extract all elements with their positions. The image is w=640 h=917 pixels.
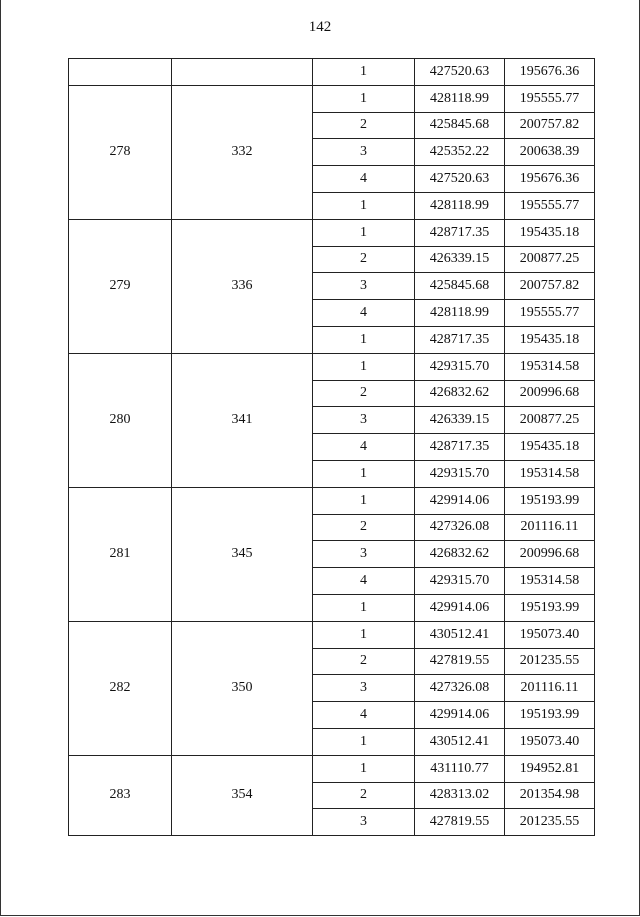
plot-cell: 345 [172, 487, 313, 621]
point-cell: 4 [313, 568, 415, 595]
point-cell: 2 [313, 648, 415, 675]
point-cell: 2 [313, 380, 415, 407]
y-coordinate-cell: 195193.99 [505, 594, 595, 621]
plot-cell: 336 [172, 219, 313, 353]
y-coordinate-cell: 201235.55 [505, 648, 595, 675]
x-coordinate-cell: 426832.62 [415, 380, 505, 407]
x-coordinate-cell: 429315.70 [415, 460, 505, 487]
table-row [69, 219, 595, 246]
point-cell: 1 [313, 460, 415, 487]
y-coordinate-cell: 195555.77 [505, 85, 595, 112]
x-coordinate-cell: 425845.68 [415, 273, 505, 300]
x-coordinate-cell: 426832.62 [415, 541, 505, 568]
section-cell: 278 [69, 85, 172, 219]
y-coordinate-cell: 195073.40 [505, 728, 595, 755]
y-coordinate-cell: 195193.99 [505, 487, 595, 514]
y-coordinate-cell: 201116.11 [505, 514, 595, 541]
point-cell: 1 [313, 326, 415, 353]
y-coordinate-cell: 200996.68 [505, 541, 595, 568]
y-coordinate-cell: 200757.82 [505, 273, 595, 300]
y-coordinate-cell: 201354.98 [505, 782, 595, 809]
point-cell: 3 [313, 541, 415, 568]
section-cell: 282 [69, 621, 172, 755]
y-coordinate-cell: 201235.55 [505, 809, 595, 836]
point-cell: 2 [313, 514, 415, 541]
point-cell: 1 [313, 219, 415, 246]
x-coordinate-cell: 427520.63 [415, 59, 505, 86]
table-row [69, 755, 595, 782]
point-cell: 1 [313, 487, 415, 514]
x-coordinate-cell: 426339.15 [415, 407, 505, 434]
x-coordinate-cell: 427326.08 [415, 675, 505, 702]
y-coordinate-cell: 195314.58 [505, 568, 595, 595]
y-coordinate-cell: 195435.18 [505, 326, 595, 353]
y-coordinate-cell: 200877.25 [505, 246, 595, 273]
plot-cell: 350 [172, 621, 313, 755]
y-coordinate-cell: 195435.18 [505, 219, 595, 246]
x-coordinate-cell: 430512.41 [415, 728, 505, 755]
point-cell: 3 [313, 273, 415, 300]
table-row [69, 59, 595, 86]
y-coordinate-cell: 200757.82 [505, 112, 595, 139]
x-coordinate-cell: 425845.68 [415, 112, 505, 139]
table-row [69, 487, 595, 514]
y-coordinate-cell: 201116.11 [505, 675, 595, 702]
point-cell: 2 [313, 246, 415, 273]
point-cell: 3 [313, 139, 415, 166]
section-cell: 283 [69, 755, 172, 835]
point-cell: 3 [313, 809, 415, 836]
plot-cell [172, 59, 313, 86]
table-row [69, 621, 595, 648]
plot-cell: 332 [172, 85, 313, 219]
y-coordinate-cell: 195193.99 [505, 702, 595, 729]
x-coordinate-cell: 427819.55 [415, 648, 505, 675]
x-coordinate-cell: 428118.99 [415, 192, 505, 219]
y-coordinate-cell: 195073.40 [505, 621, 595, 648]
x-coordinate-cell: 428313.02 [415, 782, 505, 809]
x-coordinate-cell: 426339.15 [415, 246, 505, 273]
point-cell: 3 [313, 675, 415, 702]
point-cell: 1 [313, 353, 415, 380]
y-coordinate-cell: 200996.68 [505, 380, 595, 407]
y-coordinate-cell: 200638.39 [505, 139, 595, 166]
point-cell: 4 [313, 166, 415, 193]
x-coordinate-cell: 430512.41 [415, 621, 505, 648]
y-coordinate-cell: 195435.18 [505, 434, 595, 461]
section-cell: 279 [69, 219, 172, 353]
x-coordinate-cell: 429315.70 [415, 568, 505, 595]
x-coordinate-cell: 429914.06 [415, 702, 505, 729]
point-cell: 1 [313, 728, 415, 755]
section-cell: 280 [69, 353, 172, 487]
x-coordinate-cell: 428118.99 [415, 85, 505, 112]
point-cell: 4 [313, 434, 415, 461]
x-coordinate-cell: 428717.35 [415, 219, 505, 246]
table-row [69, 85, 595, 112]
point-cell: 1 [313, 192, 415, 219]
section-cell: 281 [69, 487, 172, 621]
x-coordinate-cell: 428717.35 [415, 434, 505, 461]
plot-cell: 354 [172, 755, 313, 835]
y-coordinate-cell: 195555.77 [505, 192, 595, 219]
page-number: 142 [308, 19, 332, 35]
x-coordinate-cell: 427819.55 [415, 809, 505, 836]
x-coordinate-cell: 428118.99 [415, 300, 505, 327]
x-coordinate-cell: 428717.35 [415, 326, 505, 353]
plot-cell: 341 [172, 353, 313, 487]
y-coordinate-cell: 195676.36 [505, 59, 595, 86]
coordinates-table [68, 58, 595, 836]
y-coordinate-cell: 195555.77 [505, 300, 595, 327]
point-cell: 1 [313, 85, 415, 112]
table-row [69, 353, 595, 380]
point-cell: 2 [313, 112, 415, 139]
point-cell: 4 [313, 300, 415, 327]
y-coordinate-cell: 200877.25 [505, 407, 595, 434]
coordinates-table-body [69, 59, 595, 836]
point-cell: 1 [313, 621, 415, 648]
point-cell: 3 [313, 407, 415, 434]
y-coordinate-cell: 195314.58 [505, 353, 595, 380]
x-coordinate-cell: 427326.08 [415, 514, 505, 541]
x-coordinate-cell: 429914.06 [415, 487, 505, 514]
section-cell [69, 59, 172, 86]
x-coordinate-cell: 429914.06 [415, 594, 505, 621]
y-coordinate-cell: 195314.58 [505, 460, 595, 487]
point-cell: 4 [313, 702, 415, 729]
point-cell: 1 [313, 594, 415, 621]
x-coordinate-cell: 427520.63 [415, 166, 505, 193]
x-coordinate-cell: 425352.22 [415, 139, 505, 166]
point-cell: 1 [313, 755, 415, 782]
point-cell: 1 [313, 59, 415, 86]
x-coordinate-cell: 431110.77 [415, 755, 505, 782]
y-coordinate-cell: 195676.36 [505, 166, 595, 193]
y-coordinate-cell: 194952.81 [505, 755, 595, 782]
x-coordinate-cell: 429315.70 [415, 353, 505, 380]
point-cell: 2 [313, 782, 415, 809]
